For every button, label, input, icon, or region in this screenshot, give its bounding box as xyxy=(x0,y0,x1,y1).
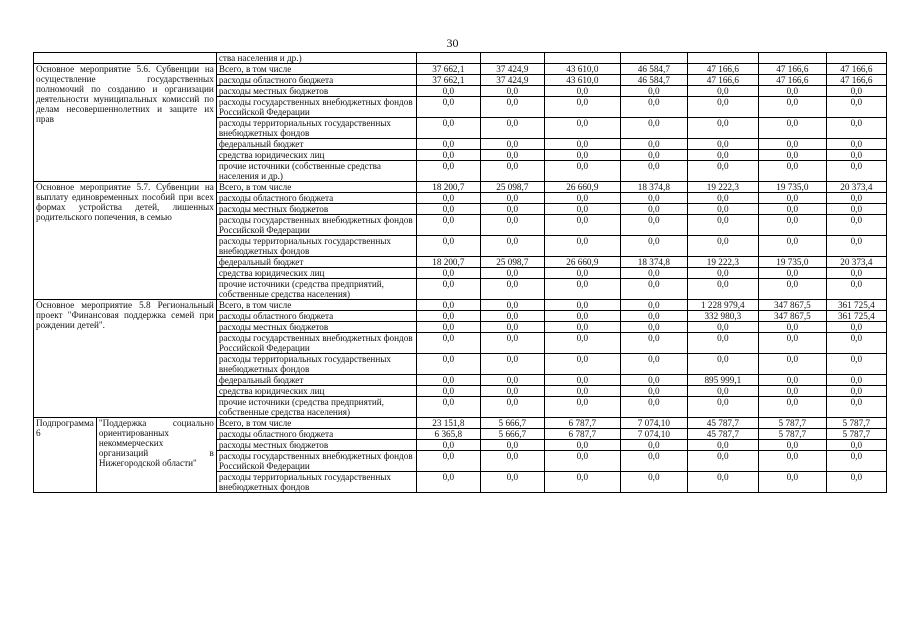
value-cell: 0,0 xyxy=(826,97,886,118)
value-cell: 0,0 xyxy=(620,333,687,354)
value-cell: 0,0 xyxy=(826,161,886,182)
value-cell: 0,0 xyxy=(758,268,826,279)
value-cell: 0,0 xyxy=(758,86,826,97)
value-cell: 0,0 xyxy=(687,204,758,215)
value-cell: 0,0 xyxy=(416,139,480,150)
value-cell: 0,0 xyxy=(480,354,544,375)
value-cell: 0,0 xyxy=(480,279,544,300)
table-row xyxy=(34,182,887,193)
value-cell: 0,0 xyxy=(620,354,687,375)
value-cell: 347 867,5 xyxy=(758,311,826,322)
value-cell: 47 166,6 xyxy=(758,75,826,86)
value-cell: 37 662,1 xyxy=(416,64,480,75)
value-cell: 47 166,6 xyxy=(826,64,886,75)
budget-table xyxy=(33,52,887,493)
value-cell: 0,0 xyxy=(687,97,758,118)
value-cell: 0,0 xyxy=(620,193,687,204)
value-cell: 0,0 xyxy=(416,472,480,493)
value-cell: 0,0 xyxy=(620,161,687,182)
row-label: ства населения и др.) xyxy=(216,53,416,64)
value-cell: 0,0 xyxy=(758,472,826,493)
value-cell: 0,0 xyxy=(480,204,544,215)
row-label: расходы территориальных государственных внебюджетных фондов xyxy=(216,236,416,257)
row-label: расходы областного бюджета xyxy=(216,75,416,86)
value-cell: 0,0 xyxy=(826,322,886,333)
value-cell: 0,0 xyxy=(544,354,620,375)
value-cell: 0,0 xyxy=(826,279,886,300)
row-label: расходы территориальных государственных внебюджетных фондов xyxy=(216,118,416,139)
value-cell: 0,0 xyxy=(480,215,544,236)
value-cell: 20 373,4 xyxy=(826,182,886,193)
value-cell: 0,0 xyxy=(758,440,826,451)
value-cell: 0,0 xyxy=(480,161,544,182)
row-label: федеральный бюджет xyxy=(216,257,416,268)
value-cell: 0,0 xyxy=(620,375,687,386)
value-cell: 0,0 xyxy=(758,397,826,418)
value-cell: 0,0 xyxy=(416,161,480,182)
value-cell: 5 666,7 xyxy=(480,429,544,440)
value-cell: 0,0 xyxy=(826,139,886,150)
row-label: прочие источники (собственные средства населения и др.) xyxy=(216,161,416,182)
value-cell: 18 200,7 xyxy=(416,182,480,193)
value-cell: 347 867,5 xyxy=(758,300,826,311)
value-cell: 895 999,1 xyxy=(687,375,758,386)
value-cell: 0,0 xyxy=(826,204,886,215)
value-cell: 0,0 xyxy=(544,161,620,182)
value-cell: 0,0 xyxy=(416,354,480,375)
value-cell: 18 200,7 xyxy=(416,257,480,268)
value-cell: 0,0 xyxy=(544,139,620,150)
value-cell: 5 787,7 xyxy=(758,429,826,440)
value-cell: 46 584,7 xyxy=(620,64,687,75)
row-label: средства юридических лиц xyxy=(216,268,416,279)
page-number: 30 xyxy=(446,36,459,50)
value-cell: 0,0 xyxy=(416,279,480,300)
value-cell: 0,0 xyxy=(826,354,886,375)
value-cell: 0,0 xyxy=(480,397,544,418)
value-cell: 0,0 xyxy=(544,193,620,204)
value-cell: 0,0 xyxy=(544,236,620,257)
value-cell: 6 787,7 xyxy=(544,418,620,429)
value-cell: 26 660,9 xyxy=(544,257,620,268)
row-label: средства юридических лиц xyxy=(216,386,416,397)
value-cell: 0,0 xyxy=(826,472,886,493)
value-cell: 0,0 xyxy=(544,118,620,139)
value-cell: 0,0 xyxy=(826,86,886,97)
value-cell: 37 424,9 xyxy=(480,75,544,86)
value-cell: 0,0 xyxy=(416,150,480,161)
value-cell: 0,0 xyxy=(480,193,544,204)
value-cell: 0,0 xyxy=(544,386,620,397)
value-cell: 0,0 xyxy=(687,386,758,397)
value-cell: 0,0 xyxy=(826,397,886,418)
value-cell: 0,0 xyxy=(480,375,544,386)
value-cell: 0,0 xyxy=(544,472,620,493)
value-cell: 0,0 xyxy=(480,300,544,311)
value-cell: 0,0 xyxy=(826,375,886,386)
value-cell: 0,0 xyxy=(826,440,886,451)
value-cell: 19 735,0 xyxy=(758,257,826,268)
value-cell: 0,0 xyxy=(416,333,480,354)
value-cell: 0,0 xyxy=(480,236,544,257)
row-label: Всего, в том числе xyxy=(216,64,416,75)
value-cell: 0,0 xyxy=(544,397,620,418)
subprogram-title: "Поддержка социально ориентированных некоммерческих организаций в Нижегородской области" xyxy=(96,418,216,493)
row-label: Всего, в том числе xyxy=(216,300,416,311)
value-cell: 0,0 xyxy=(620,215,687,236)
value-cell: 37 662,1 xyxy=(416,75,480,86)
value-cell: 0,0 xyxy=(544,311,620,322)
value-cell: 0,0 xyxy=(758,161,826,182)
value-cell: 0,0 xyxy=(544,97,620,118)
value-cell: 0,0 xyxy=(758,375,826,386)
value-cell: 0,0 xyxy=(687,150,758,161)
value-cell: 0,0 xyxy=(620,472,687,493)
value-cell: 0,0 xyxy=(620,440,687,451)
value-cell: 0,0 xyxy=(480,86,544,97)
value-cell: 5 787,7 xyxy=(826,429,886,440)
row-label: расходы областного бюджета xyxy=(216,429,416,440)
value-cell: 0,0 xyxy=(620,397,687,418)
value-cell: 0,0 xyxy=(480,139,544,150)
subprogram-label: Подпрограмма 6 xyxy=(34,418,97,493)
table-row xyxy=(34,418,887,429)
value-cell: 0,0 xyxy=(416,204,480,215)
value-cell: 0,0 xyxy=(687,236,758,257)
value-cell: 0,0 xyxy=(758,451,826,472)
table-row xyxy=(34,300,887,311)
value-cell: 0,0 xyxy=(687,333,758,354)
value-cell: 0,0 xyxy=(687,354,758,375)
value-cell: 6 365,8 xyxy=(416,429,480,440)
value-cell: 0,0 xyxy=(620,118,687,139)
value-cell: 25 098,7 xyxy=(480,257,544,268)
value-cell: 0,0 xyxy=(620,236,687,257)
value-cell: 19 735,0 xyxy=(758,182,826,193)
value-cell: 0,0 xyxy=(416,451,480,472)
value-cell: 0,0 xyxy=(687,451,758,472)
value-cell: 25 098,7 xyxy=(480,182,544,193)
row-label: расходы территориальных государственных внебюджетных фондов xyxy=(216,472,416,493)
value-cell: 23 151,8 xyxy=(416,418,480,429)
value-cell: 0,0 xyxy=(758,354,826,375)
value-cell: 0,0 xyxy=(544,279,620,300)
value-cell: 0,0 xyxy=(480,322,544,333)
value-cell: 0,0 xyxy=(416,97,480,118)
value-cell: 0,0 xyxy=(687,440,758,451)
value-cell: 0,0 xyxy=(758,193,826,204)
value-cell: 0,0 xyxy=(480,472,544,493)
value-cell: 26 660,9 xyxy=(544,182,620,193)
value-cell: 6 787,7 xyxy=(544,429,620,440)
value-cell: 0,0 xyxy=(758,236,826,257)
value-cell: 0,0 xyxy=(687,322,758,333)
value-cell: 0,0 xyxy=(758,333,826,354)
value-cell: 1 228 979,4 xyxy=(687,300,758,311)
empty-cell xyxy=(34,53,217,64)
value-cell: 0,0 xyxy=(416,386,480,397)
value-cell: 0,0 xyxy=(687,268,758,279)
row-label: расходы государственных внебюджетных фондов Российской Федерации xyxy=(216,97,416,118)
value-cell: 0,0 xyxy=(416,322,480,333)
value-cell: 0,0 xyxy=(826,215,886,236)
value-cell: 0,0 xyxy=(687,86,758,97)
row-label: федеральный бюджет xyxy=(216,375,416,386)
value-cell: 0,0 xyxy=(544,86,620,97)
value-cell: 0,0 xyxy=(480,150,544,161)
value-cell: 0,0 xyxy=(544,300,620,311)
value-cell: 0,0 xyxy=(687,193,758,204)
value-cell: 0,0 xyxy=(826,193,886,204)
value-cell: 5 787,7 xyxy=(758,418,826,429)
value-cell: 0,0 xyxy=(416,118,480,139)
value-cell: 0,0 xyxy=(620,279,687,300)
value-cell: 7 074,10 xyxy=(620,429,687,440)
value-cell: 0,0 xyxy=(416,215,480,236)
value-cell: 0,0 xyxy=(620,322,687,333)
value-cell: 47 166,6 xyxy=(826,75,886,86)
value-cell: 46 584,7 xyxy=(620,75,687,86)
value-cell: 0,0 xyxy=(758,386,826,397)
value-cell: 0,0 xyxy=(416,375,480,386)
row-label: федеральный бюджет xyxy=(216,139,416,150)
value-cell: 0,0 xyxy=(544,375,620,386)
value-cell: 0,0 xyxy=(480,97,544,118)
value-cell: 0,0 xyxy=(826,451,886,472)
value-cell: 45 787,7 xyxy=(687,429,758,440)
value-cell: 0,0 xyxy=(620,268,687,279)
row-label: прочие источники (средства предприятий, собственные средства населения) xyxy=(216,279,416,300)
value-cell: 0,0 xyxy=(480,440,544,451)
value-cell: 0,0 xyxy=(620,204,687,215)
value-cell: 5 666,7 xyxy=(480,418,544,429)
value-cell: 0,0 xyxy=(480,386,544,397)
value-cell: 0,0 xyxy=(826,268,886,279)
measure-title: Основное мероприятие 5.6. Субвенции на осуществление государственных полномочий по созданию и организации деятельности муниципальных комиссий по делам несовершеннолетних и защите их прав xyxy=(34,64,217,182)
value-cell: 0,0 xyxy=(758,118,826,139)
value-cell: 0,0 xyxy=(416,311,480,322)
value-cell: 0,0 xyxy=(620,300,687,311)
value-cell: 19 222,3 xyxy=(687,257,758,268)
measure-title: Основное мероприятие 5.8 Региональный проект "Финансовая поддержка семей при рождении детей". xyxy=(34,300,217,418)
row-label: расходы местных бюджетов xyxy=(216,204,416,215)
value-cell: 0,0 xyxy=(758,139,826,150)
value-cell: 361 725,4 xyxy=(826,311,886,322)
value-cell: 18 374,8 xyxy=(620,182,687,193)
value-cell: 332 980,3 xyxy=(687,311,758,322)
value-cell: 0,0 xyxy=(544,215,620,236)
row-label: расходы местных бюджетов xyxy=(216,322,416,333)
value-cell: 0,0 xyxy=(826,386,886,397)
value-cell: 0,0 xyxy=(480,333,544,354)
value-cell: 0,0 xyxy=(687,139,758,150)
value-cell: 0,0 xyxy=(544,440,620,451)
row-label: Всего, в том числе xyxy=(216,182,416,193)
value-cell: 0,0 xyxy=(826,118,886,139)
row-label: расходы местных бюджетов xyxy=(216,86,416,97)
value-cell: 0,0 xyxy=(758,279,826,300)
value-cell: 0,0 xyxy=(758,97,826,118)
row-label: расходы областного бюджета xyxy=(216,193,416,204)
value-cell: 0,0 xyxy=(687,397,758,418)
value-cell: 0,0 xyxy=(687,161,758,182)
value-cell: 45 787,7 xyxy=(687,418,758,429)
row-label: расходы государственных внебюджетных фондов Российской Федерации xyxy=(216,215,416,236)
value-cell: 0,0 xyxy=(758,204,826,215)
value-cell: 43 610,0 xyxy=(544,64,620,75)
value-cell: 0,0 xyxy=(480,118,544,139)
value-cell: 0,0 xyxy=(544,268,620,279)
value-cell: 0,0 xyxy=(687,118,758,139)
measure-title: Основное мероприятие 5.7. Субвенции на выплату единовременных пособий при всех формах устройства детей, лишенных родительского попечения, в семью xyxy=(34,182,217,300)
value-cell: 0,0 xyxy=(480,268,544,279)
value-cell: 0,0 xyxy=(687,472,758,493)
table-row xyxy=(34,53,887,64)
row-label: расходы государственных внебюджетных фондов Российской Федерации xyxy=(216,333,416,354)
value-cell: 0,0 xyxy=(620,150,687,161)
row-label: расходы местных бюджетов xyxy=(216,440,416,451)
table-row xyxy=(34,64,887,75)
row-label: средства юридических лиц xyxy=(216,150,416,161)
value-cell: 0,0 xyxy=(620,451,687,472)
value-cell: 0,0 xyxy=(544,333,620,354)
value-cell: 0,0 xyxy=(480,451,544,472)
value-cell: 0,0 xyxy=(620,311,687,322)
value-cell: 0,0 xyxy=(620,139,687,150)
value-cell: 0,0 xyxy=(416,236,480,257)
value-cell: 47 166,6 xyxy=(687,75,758,86)
value-cell: 0,0 xyxy=(758,215,826,236)
value-cell: 0,0 xyxy=(544,150,620,161)
value-cell: 0,0 xyxy=(687,279,758,300)
value-cell: 0,0 xyxy=(544,322,620,333)
value-cell: 37 424,9 xyxy=(480,64,544,75)
value-cell: 7 074,10 xyxy=(620,418,687,429)
value-cell: 0,0 xyxy=(826,333,886,354)
value-cell: 20 373,4 xyxy=(826,257,886,268)
value-cell: 0,0 xyxy=(758,150,826,161)
row-label: расходы территориальных государственных внебюджетных фондов xyxy=(216,354,416,375)
value-cell: 0,0 xyxy=(826,150,886,161)
value-cell: 0,0 xyxy=(544,451,620,472)
value-cell: 43 610,0 xyxy=(544,75,620,86)
value-cell: 0,0 xyxy=(826,236,886,257)
value-cell: 0,0 xyxy=(480,311,544,322)
value-cell: 47 166,6 xyxy=(687,64,758,75)
value-cell: 0,0 xyxy=(620,86,687,97)
row-label: расходы областного бюджета xyxy=(216,311,416,322)
value-cell: 18 374,8 xyxy=(620,257,687,268)
value-cell: 47 166,6 xyxy=(758,64,826,75)
value-cell: 0,0 xyxy=(758,322,826,333)
value-cell: 0,0 xyxy=(687,215,758,236)
value-cell: 19 222,3 xyxy=(687,182,758,193)
value-cell: 0,0 xyxy=(620,386,687,397)
value-cell: 0,0 xyxy=(416,397,480,418)
value-cell: 0,0 xyxy=(416,268,480,279)
value-cell: 0,0 xyxy=(416,86,480,97)
row-label: прочие источники (средства предприятий, собственные средства населения) xyxy=(216,397,416,418)
value-cell: 0,0 xyxy=(544,204,620,215)
value-cell: 0,0 xyxy=(416,193,480,204)
value-cell: 5 787,7 xyxy=(826,418,886,429)
value-cell: 0,0 xyxy=(416,300,480,311)
row-label: расходы государственных внебюджетных фондов Российской Федерации xyxy=(216,451,416,472)
value-cell: 0,0 xyxy=(416,440,480,451)
value-cell: 361 725,4 xyxy=(826,300,886,311)
value-cell: 0,0 xyxy=(620,97,687,118)
row-label: Всего, в том числе xyxy=(216,418,416,429)
